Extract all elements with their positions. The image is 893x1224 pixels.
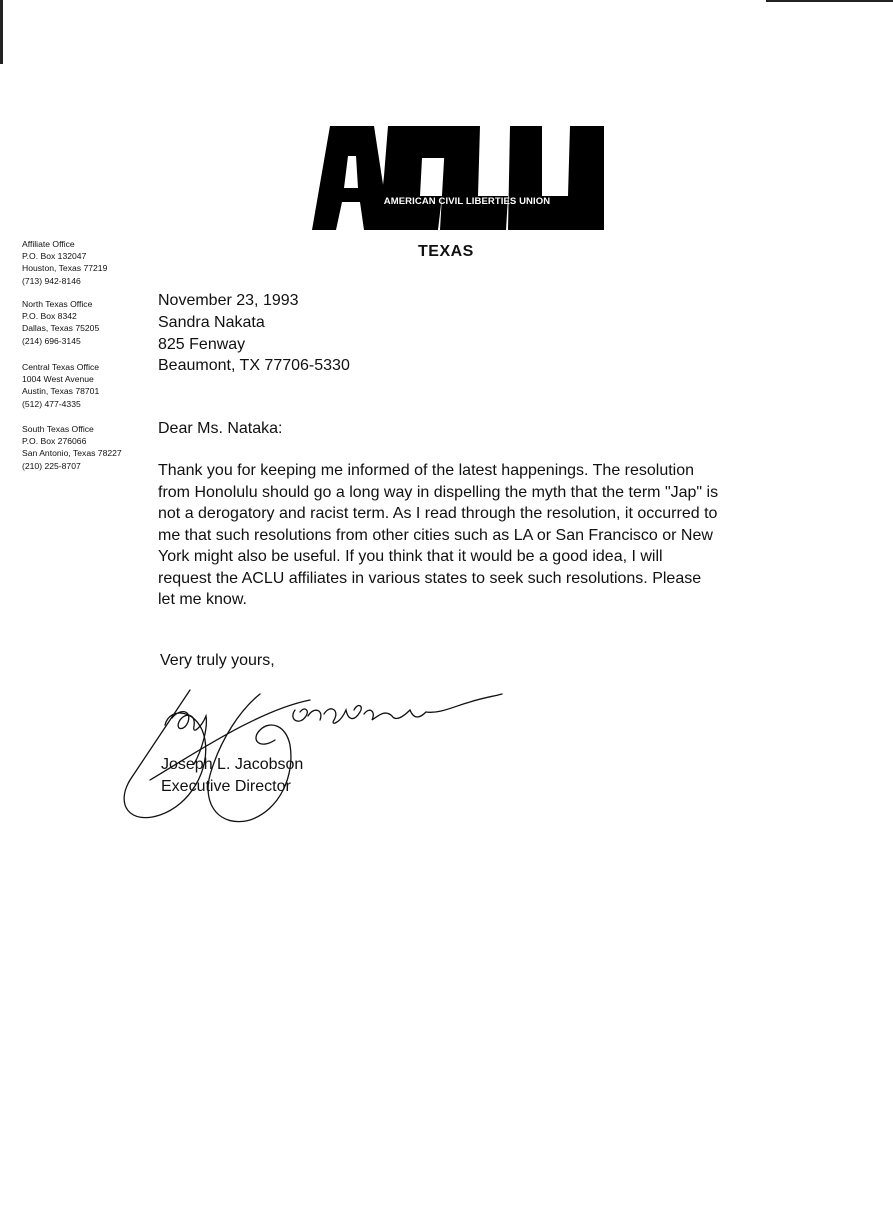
office-line: Affiliate Office [22, 239, 75, 249]
office-line: 1004 West Avenue [22, 374, 94, 385]
state-label: TEXAS [418, 243, 474, 260]
recipient-line: 825 Fenway [158, 335, 246, 353]
letter-body [158, 460, 718, 611]
signer-name: Joseph L. Jacobson [161, 756, 304, 773]
body-line: from Honolulu should go a long way in dispelling the myth that the term "Jap" is [158, 483, 719, 501]
recipient-address [158, 312, 350, 377]
office-south-texas [22, 423, 122, 472]
handwritten-signature [110, 680, 510, 830]
body-line: York might also be useful. If you think that it would be a good idea, I will [158, 548, 663, 565]
office-line: (214) 696-3145 [22, 335, 81, 346]
body-line: let me know. [158, 591, 247, 608]
letter-date: November 23, 1993 [158, 292, 299, 309]
signer-title: Executive Director [161, 777, 291, 795]
office-line: North Texas Office [22, 299, 93, 309]
recipient-line: Beaumont, TX 77706-5330 [158, 357, 350, 374]
office-line: (210) 225-8707 [22, 460, 81, 471]
scan-edge-top [766, 0, 893, 2]
office-affiliate [22, 238, 107, 287]
office-line: San Antonio, Texas 78227 [22, 448, 122, 459]
body-line: request the ACLU affiliates in various states to seek such resolutions. Please [158, 569, 702, 587]
office-central-texas [22, 361, 99, 410]
office-line: (512) 477-4335 [22, 398, 81, 409]
body-line: Thank you for keeping me informed of the latest happenings. The resolution [158, 462, 695, 479]
closing: Very truly yours, [160, 652, 275, 669]
body-line: me that such resolutions from other cities such as LA or San Francisco or New [158, 526, 713, 544]
office-line: Houston, Texas 77219 [22, 263, 108, 274]
aclu-logo [312, 116, 604, 230]
scan-edge-left [0, 0, 3, 64]
office-line: P.O. Box 276066 [22, 436, 87, 447]
office-line: P.O. Box 132047 [22, 251, 87, 262]
office-line: Central Texas Office [22, 362, 100, 372]
office-line: P.O. Box 8342 [22, 311, 77, 322]
office-line: (713) 942-8146 [22, 275, 81, 286]
office-line: Dallas, Texas 75205 [22, 323, 100, 334]
recipient-line: Sandra Nakata [158, 314, 265, 331]
office-line: Austin, Texas 78701 [22, 386, 100, 397]
body-line: not a derogatory and racist term. As I read through the resolution, it occurred to [158, 505, 718, 522]
salutation: Dear Ms. Nataka: [158, 420, 283, 437]
office-line: South Texas Office [22, 424, 94, 434]
office-north-texas [22, 298, 99, 347]
logo-subtitle: AMERICAN CIVIL LIBERTIES UNION [383, 196, 551, 207]
